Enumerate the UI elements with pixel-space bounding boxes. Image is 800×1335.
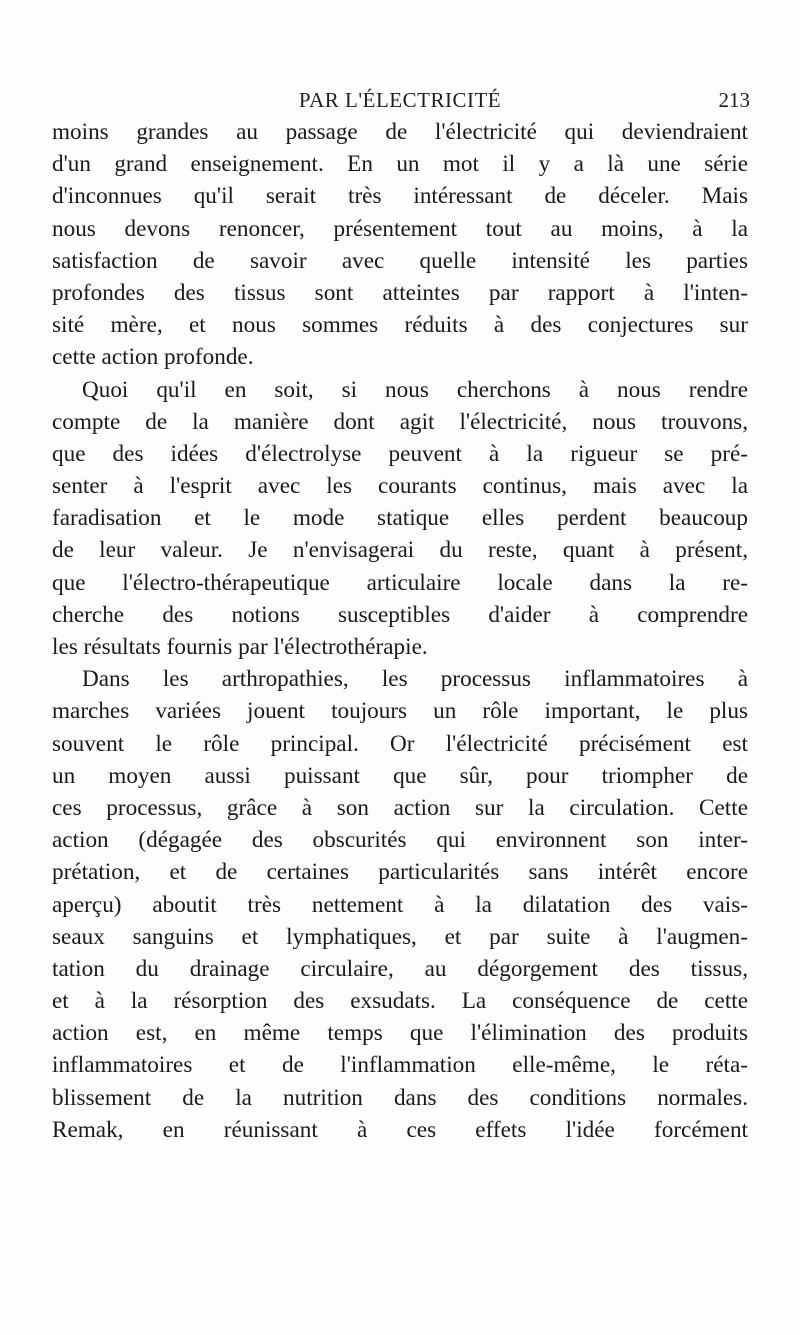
text-line: marches variées jouent toujours un rôle important, le plus bbox=[52, 698, 748, 725]
text-line: cherche des notions susceptibles d'aider à comprendre bbox=[52, 601, 748, 628]
text-line: action (dégagée des obscurités qui environnent son inter- bbox=[52, 827, 748, 854]
text-line: senter à l'esprit avec les courants continus, mais avec la bbox=[52, 473, 748, 500]
text-line: souvent le rôle principal. Or l'électricité précisément est bbox=[52, 730, 748, 757]
body-text bbox=[52, 116, 748, 1146]
text-line: satisfaction de savoir avec quelle intensité les parties bbox=[52, 247, 748, 274]
text-line: faradisation et le mode statique elles perdent beaucoup bbox=[52, 505, 748, 532]
text-line: tation du drainage circulaire, au dégorgement des tissus, bbox=[52, 955, 748, 982]
text-line: cette action profonde. bbox=[52, 344, 254, 371]
text-line: inflammatoires et de l'inflammation elle-même, le réta- bbox=[52, 1052, 748, 1079]
text-line: d'un grand enseignement. En un mot il y a là une série bbox=[52, 151, 748, 178]
text-line: sité mère, et nous sommes réduits à des conjectures sur bbox=[52, 312, 748, 339]
text-line: compte de la manière dont agit l'électricité, nous trouvons, bbox=[52, 408, 748, 435]
text-line: d'inconnues qu'il serait très intéressant de déceler. Mais bbox=[52, 183, 748, 210]
running-header bbox=[0, 88, 800, 118]
text-line: ces processus, grâce à son action sur la circulation. Cette bbox=[52, 794, 748, 821]
text-line: nous devons renoncer, présentement tout au moins, à la bbox=[52, 215, 748, 242]
text-line: les résultats fournis par l'électrothérapie. bbox=[52, 634, 428, 660]
text-line: et à la résorption des exsudats. La conséquence de cette bbox=[52, 988, 748, 1015]
running-title: PAR L'ÉLECTRICITÉ bbox=[298, 88, 502, 112]
text-line: que l'électro-thérapeutique articulaire locale dans la re- bbox=[52, 569, 748, 596]
text-line: Quoi qu'il en soit, si nous cherchons à nous rendre bbox=[82, 376, 748, 403]
page-number: 213 bbox=[718, 88, 750, 112]
text-line: profondes des tissus sont atteintes par rapport à l'inten- bbox=[52, 279, 748, 306]
text-line: Remak, en réunissant à ces effets l'idée forcément bbox=[52, 1116, 748, 1143]
text-line: de leur valeur. Je n'envisagerai du reste, quant à présent, bbox=[52, 537, 748, 564]
text-line: aperçu) aboutit très nettement à la dilatation des vais- bbox=[52, 891, 748, 918]
text-line: que des idées d'électrolyse peuvent à la rigueur se pré- bbox=[52, 440, 748, 467]
text-line: un moyen aussi puissant que sûr, pour triompher de bbox=[52, 762, 748, 789]
text-line: prétation, et de certaines particularités sans intérêt encore bbox=[52, 859, 748, 886]
text-line: Dans les arthropathies, les processus inflammatoires à bbox=[82, 666, 748, 693]
text-line: action est, en même temps que l'élimination des produits bbox=[52, 1020, 748, 1047]
text-line: seaux sanguins et lymphatiques, et par suite à l'augmen- bbox=[52, 923, 748, 950]
text-line: blissement de la nutrition dans des conditions normales. bbox=[52, 1084, 748, 1111]
text-line: moins grandes au passage de l'électricité qui deviendraient bbox=[52, 119, 748, 145]
